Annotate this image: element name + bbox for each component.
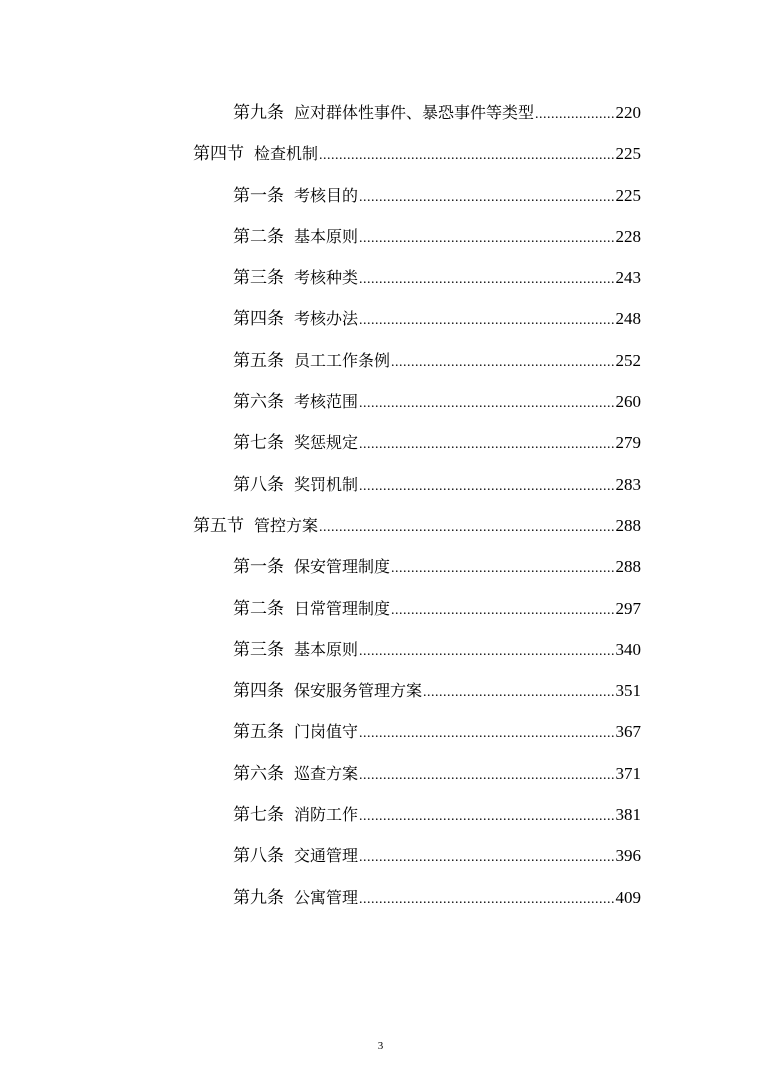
- toc-entry[interactable]: [0, 711, 641, 752]
- toc-dot-leader: [359, 837, 614, 878]
- toc-dot-leader: [319, 507, 614, 548]
- toc-entry[interactable]: [0, 753, 641, 794]
- toc-entry-number: 第八条: [233, 474, 284, 495]
- toc-entry-number: 第一条: [233, 185, 284, 206]
- toc-entry-page: 340: [615, 639, 641, 659]
- toc-entry-page: 409: [615, 887, 641, 907]
- toc-entry-page: 225: [615, 185, 641, 205]
- toc-entry[interactable]: [0, 340, 641, 381]
- toc-entry[interactable]: [0, 505, 641, 546]
- toc-entry-number: 第五条: [233, 722, 284, 743]
- toc-entry-title: 奖惩规定: [294, 433, 359, 453]
- toc-entry-number: 第七条: [233, 433, 284, 454]
- toc-dot-leader: [391, 342, 614, 383]
- toc-entry-title: 保安管理制度: [294, 557, 391, 577]
- toc-entry[interactable]: [0, 257, 641, 298]
- toc-dot-leader: [535, 94, 614, 135]
- toc-entry-page: 297: [615, 598, 641, 618]
- toc-dot-leader: [359, 259, 614, 300]
- toc-entry-number: 第四条: [233, 681, 284, 702]
- toc-entry-page: 260: [615, 392, 641, 412]
- toc-entry-number: 第四节: [193, 144, 244, 165]
- toc-entry-page: 288: [615, 515, 641, 535]
- toc-entry[interactable]: [0, 298, 641, 339]
- toc-dot-leader: [391, 590, 614, 631]
- toc-entry[interactable]: [0, 546, 641, 587]
- toc-dot-leader: [359, 466, 614, 507]
- toc-dot-leader: [359, 796, 614, 837]
- toc-entry-page: 225: [615, 144, 641, 164]
- toc-entry-number: 第八条: [233, 846, 284, 867]
- toc-entry-title: 员工工作条例: [294, 350, 391, 370]
- toc-entry-title: 交通管理: [294, 846, 359, 866]
- toc-entry[interactable]: [0, 381, 641, 422]
- toc-dot-leader: [391, 548, 614, 589]
- toc-entry[interactable]: [0, 629, 641, 670]
- toc-entry-number: 第六条: [233, 392, 284, 413]
- toc-entry-number: 第五节: [193, 515, 244, 536]
- toc-entry-title: 保安服务管理方案: [294, 681, 423, 701]
- toc-entry[interactable]: [0, 588, 641, 629]
- toc-dot-leader: [359, 755, 614, 796]
- toc-entry-title: 考核办法: [294, 309, 359, 329]
- toc-entry-page: 243: [615, 268, 641, 288]
- toc-entry-page: 252: [615, 350, 641, 370]
- toc-entry-page: 288: [615, 557, 641, 577]
- toc-entry[interactable]: [0, 422, 641, 463]
- toc-entry-title: 考核范围: [294, 392, 359, 412]
- toc-entry-number: 第二条: [233, 226, 284, 247]
- toc-entry-title: 基本原则: [294, 226, 359, 246]
- toc-entry[interactable]: [0, 464, 641, 505]
- toc-entry-page: 371: [615, 763, 641, 783]
- toc-entry-title: 考核目的: [294, 185, 359, 205]
- toc-entry-number: 第七条: [233, 805, 284, 826]
- toc-entry[interactable]: [0, 133, 641, 174]
- toc-dot-leader: [359, 879, 614, 920]
- toc-entry-page: 367: [615, 722, 641, 742]
- toc-entry-page: 279: [615, 433, 641, 453]
- toc-entry-number: 第二条: [233, 598, 284, 619]
- toc-entry[interactable]: [0, 794, 641, 835]
- toc-entry-title: 巡查方案: [294, 763, 359, 783]
- toc-dot-leader: [359, 631, 614, 672]
- toc-dot-leader: [359, 424, 614, 465]
- page-number: 3: [377, 1040, 384, 1052]
- toc-dot-leader: [359, 177, 614, 218]
- toc-entry[interactable]: [0, 92, 641, 133]
- toc-entry[interactable]: [0, 175, 641, 216]
- toc-entry-page: 220: [615, 103, 641, 122]
- toc-entry-title: 管控方案: [254, 515, 319, 535]
- toc-entry-title: 公寓管理: [294, 887, 359, 907]
- toc-entry-number: 第九条: [233, 887, 284, 908]
- toc-entry[interactable]: [0, 877, 641, 918]
- toc-entry[interactable]: [0, 670, 641, 711]
- toc-entry-title: 考核种类: [294, 268, 359, 288]
- table-of-contents: [0, 92, 761, 918]
- toc-dot-leader: [359, 383, 614, 424]
- toc-entry-page: 283: [615, 474, 641, 494]
- toc-entry-number: 第六条: [233, 763, 284, 784]
- toc-entry-title: 消防工作: [294, 805, 359, 825]
- toc-entry-number: 第四条: [233, 309, 284, 330]
- toc-dot-leader: [319, 135, 614, 176]
- toc-entry-title: 门岗值守: [294, 722, 359, 742]
- toc-entry-title: 检查机制: [254, 144, 319, 164]
- toc-entry-page: 248: [615, 309, 641, 329]
- toc-entry-number: 第三条: [233, 268, 284, 289]
- toc-entry-number: 第九条: [233, 103, 284, 123]
- toc-entry[interactable]: [0, 835, 641, 876]
- toc-entry[interactable]: [0, 216, 641, 257]
- toc-dot-leader: [359, 300, 614, 341]
- toc-entry-number: 第三条: [233, 639, 284, 660]
- toc-dot-leader: [359, 218, 614, 259]
- toc-dot-leader: [359, 713, 614, 754]
- toc-entry-page: 228: [615, 226, 641, 246]
- toc-entry-number: 第一条: [233, 557, 284, 578]
- toc-entry-title: 应对群体性事件、暴恐事件等类型: [294, 103, 535, 122]
- toc-entry-page: 351: [615, 681, 641, 701]
- toc-entry-title: 奖罚机制: [294, 474, 359, 494]
- toc-entry-title: 日常管理制度: [294, 598, 391, 618]
- toc-entry-page: 396: [615, 846, 641, 866]
- toc-entry-number: 第五条: [233, 350, 284, 371]
- toc-entry-title: 基本原则: [294, 639, 359, 659]
- toc-entry-page: 381: [615, 805, 641, 825]
- toc-dot-leader: [423, 672, 614, 713]
